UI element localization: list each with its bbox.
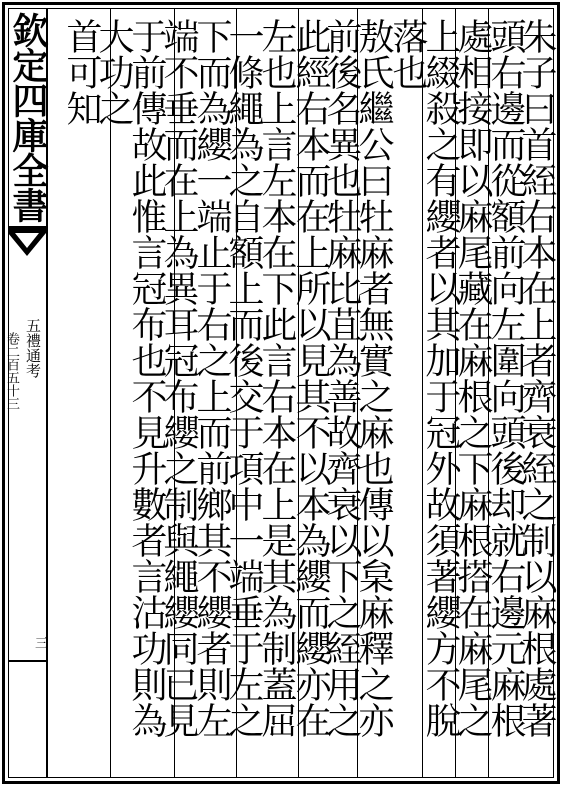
text-column-11: 下而為纓一端止于右之上而前鄉其不纓者則左: [191, 18, 232, 738]
text-column-14: 大功之: [93, 18, 134, 126]
book-title: 欽定四庫全書: [7, 12, 49, 222]
fishtail-ornament: [8, 226, 46, 260]
page-number: 三: [32, 636, 47, 649]
volume-label: 卷二百五十三: [4, 332, 19, 410]
text-column-2: 頭右邊而從額前向左圍向頭後却就右邊元麻根: [485, 18, 526, 738]
text-column-7: 前後名異也牡麻比苴為善故齊衰以下之絰用之: [321, 18, 362, 738]
text-column-3: 處相接即以麻尾藏在麻根之下麻根搭在麻尾之: [452, 18, 493, 738]
text-column-1: 朱子曰首絰右本在上者齊衰絰之制以麻根處著: [516, 18, 557, 738]
text-column-15: 首可知: [61, 18, 102, 126]
text-column-13: 于前傳故此惟言冠布也不見升數者言沽功則為: [126, 18, 167, 738]
text-column-5: 落也: [387, 18, 428, 90]
text-column-9: 左也上言左本在下此言右本在上是其為制蓋屈: [256, 18, 297, 738]
text-column-12: 端不垂而在上為異耳冠布纓之制與繩纓同已見: [158, 18, 199, 738]
text-column-4: 上綴殺之有纓者以其加于冠外故須著纓方不脫: [420, 18, 461, 738]
text-column-10: 一條繩為之自額上而後交于項中一端垂于左之: [223, 18, 264, 738]
text-column-6: 敖氏繼公曰牡麻者無實之麻也傳以枲麻釋之亦: [353, 18, 394, 738]
book-edition-label: 五禮通考: [24, 318, 42, 378]
gutter-rule: [8, 660, 48, 662]
text-column-8: 此經右本而在上所以見其不以本為纓而纓亦在: [290, 18, 331, 738]
